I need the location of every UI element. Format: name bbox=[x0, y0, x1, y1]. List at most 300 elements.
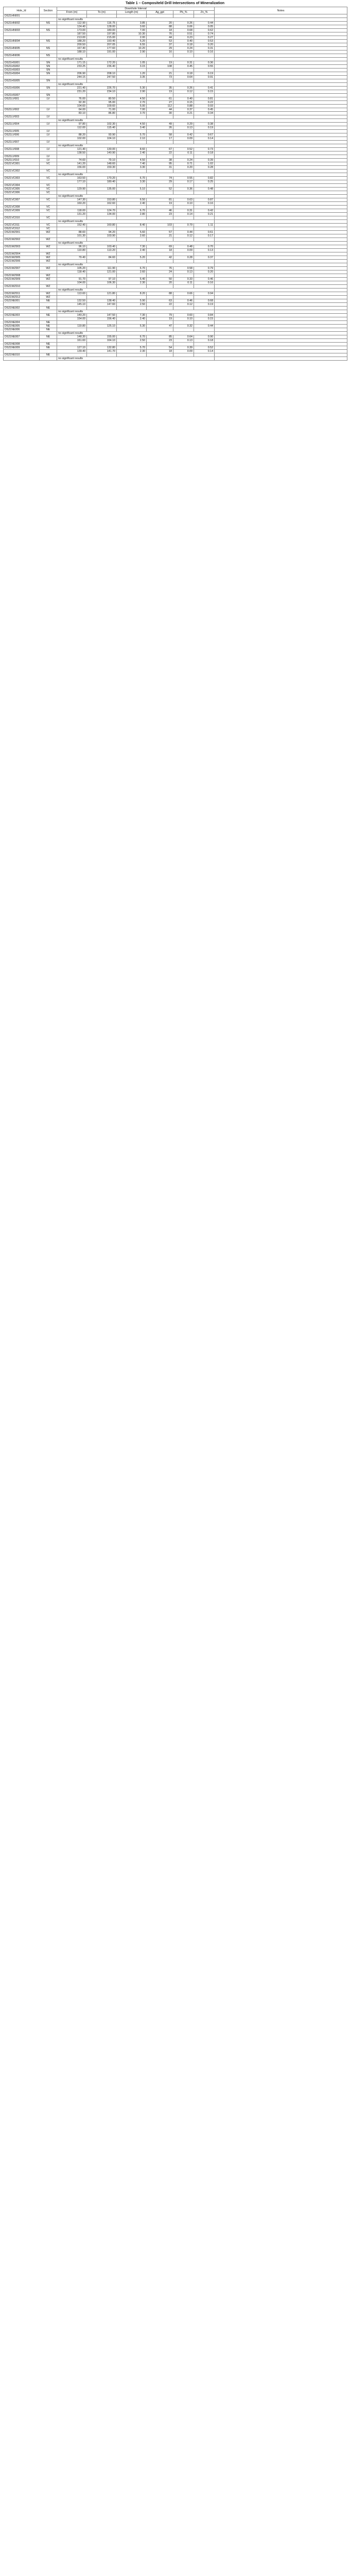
zn-cell: 0.91 bbox=[194, 76, 215, 79]
notes-cell bbox=[215, 159, 347, 162]
from-cell bbox=[57, 343, 87, 346]
ag-cell bbox=[147, 216, 173, 220]
section-cell: LV bbox=[40, 123, 57, 126]
zn-cell bbox=[194, 252, 215, 256]
table-row bbox=[4, 177, 347, 180]
notes-cell bbox=[215, 94, 347, 97]
length-cell: 7.00 bbox=[117, 108, 147, 112]
from-cell: no significant results bbox=[57, 263, 215, 267]
pb-cell: 0.10 bbox=[173, 317, 194, 321]
from-cell bbox=[57, 260, 87, 263]
notes-cell bbox=[215, 47, 347, 50]
pb-cell: 0.29 bbox=[173, 123, 194, 126]
section-cell: LV bbox=[40, 141, 57, 144]
length-cell: 5.00 bbox=[117, 105, 147, 108]
section-cell: LV bbox=[40, 97, 57, 101]
table-row bbox=[4, 303, 347, 307]
to-cell: 234.10 bbox=[87, 90, 117, 94]
notes-cell bbox=[215, 216, 347, 220]
zn-cell: 0.05 bbox=[194, 25, 215, 29]
table-row bbox=[4, 321, 347, 325]
pb-cell: 0.66 bbox=[173, 292, 194, 296]
length-cell bbox=[117, 252, 147, 256]
to-cell bbox=[87, 285, 117, 289]
from-cell: no significant results bbox=[57, 58, 215, 61]
section-cell bbox=[40, 112, 57, 115]
section-cell bbox=[40, 317, 57, 321]
to-cell bbox=[87, 274, 117, 278]
to-cell: 71.00 bbox=[87, 108, 117, 112]
ag-cell: 35 bbox=[147, 87, 173, 90]
notes-cell bbox=[215, 123, 347, 126]
length-cell: 7.30 bbox=[117, 314, 147, 317]
pb-cell bbox=[173, 14, 194, 18]
ag-cell: 88 bbox=[147, 25, 173, 29]
to-cell: 177.60 bbox=[87, 47, 117, 50]
ag-cell: 85 bbox=[147, 335, 173, 339]
table-row bbox=[4, 18, 347, 22]
interval-group-header: Downhole Interval bbox=[57, 7, 215, 11]
zn-cell: 0.27 bbox=[194, 36, 215, 40]
section-cell bbox=[40, 242, 57, 245]
zn-cell: 0.15 bbox=[194, 317, 215, 321]
hole-cell bbox=[4, 32, 40, 36]
table-row bbox=[4, 40, 347, 43]
length-cell bbox=[117, 94, 147, 97]
from-cell: 141.20 bbox=[57, 162, 87, 166]
to-cell: 215.00 bbox=[87, 36, 117, 40]
ag-cell bbox=[147, 69, 173, 72]
zn-cell: 0.67 bbox=[194, 133, 215, 137]
from-cell: 96.10 bbox=[57, 245, 87, 249]
zn-cell: 0.62 bbox=[194, 29, 215, 32]
zn-cell: 0.28 bbox=[194, 166, 215, 170]
table-row bbox=[4, 353, 347, 357]
hole-cell: DS21HN002 bbox=[4, 22, 40, 25]
ag-cell: 73 bbox=[147, 76, 173, 79]
to-cell bbox=[87, 69, 117, 72]
notes-cell bbox=[215, 65, 347, 69]
pb-cell bbox=[173, 130, 194, 133]
from-cell: 97.80 bbox=[57, 123, 87, 126]
section-cell: SN bbox=[40, 72, 57, 76]
notes-cell bbox=[215, 83, 347, 87]
from-cell bbox=[57, 296, 87, 299]
notes-cell bbox=[215, 97, 347, 101]
section-cell bbox=[40, 270, 57, 274]
section-cell bbox=[40, 220, 57, 224]
zn-cell bbox=[194, 141, 215, 144]
ag-cell: 58 bbox=[147, 133, 173, 137]
zn-cell: 0.20 bbox=[194, 270, 215, 274]
pb-cell: 0.79 bbox=[173, 224, 194, 227]
from-cell: 112.90 bbox=[57, 22, 87, 25]
notes-cell bbox=[215, 115, 347, 119]
to-cell: 125.10 bbox=[87, 325, 117, 328]
to-cell: 138.40 bbox=[87, 299, 117, 303]
zn-cell: 0.31 bbox=[194, 47, 215, 50]
to-cell: 115.40 bbox=[87, 126, 117, 130]
notes-cell bbox=[215, 108, 347, 112]
zn-cell: 0.79 bbox=[194, 267, 215, 270]
hole-cell bbox=[4, 58, 40, 61]
zn-cell: 0.82 bbox=[194, 177, 215, 180]
hole-cell: DS21HS007 bbox=[4, 94, 40, 97]
section-cell: VC bbox=[40, 227, 57, 231]
length-cell bbox=[117, 274, 147, 278]
zn-cell: 0.74 bbox=[194, 32, 215, 36]
ag-cell: 88 bbox=[147, 292, 173, 296]
length-cell: 8.40 bbox=[117, 224, 147, 227]
zn-cell: 0.44 bbox=[194, 22, 215, 25]
to-cell: 102.30 bbox=[87, 123, 117, 126]
section-cell bbox=[40, 263, 57, 267]
notes-cell bbox=[215, 40, 347, 43]
from-cell: 167.40 bbox=[57, 47, 87, 50]
from-cell: 244.15 bbox=[57, 76, 87, 79]
zn-cell bbox=[194, 79, 215, 83]
from-cell: 177.10 bbox=[57, 180, 87, 184]
zn-cell: 0.18 bbox=[194, 151, 215, 155]
notes-cell bbox=[215, 328, 347, 332]
pb-cell: 0.24 bbox=[173, 159, 194, 162]
from-cell: 83.10 bbox=[57, 112, 87, 115]
length-cell: 3.85 bbox=[117, 22, 147, 25]
section-cell bbox=[40, 76, 57, 79]
hole-header: Hole_Id bbox=[4, 7, 40, 14]
length-cell: 4.50 bbox=[117, 97, 147, 101]
zn-cell bbox=[194, 184, 215, 188]
notes-cell bbox=[215, 72, 347, 76]
ag-cell: 29 bbox=[147, 180, 173, 184]
length-cell: 2.60 bbox=[117, 270, 147, 274]
notes-cell bbox=[215, 206, 347, 209]
hole-cell: DS21WZ007 bbox=[4, 267, 40, 270]
section-cell: VC bbox=[40, 177, 57, 180]
zn-cell bbox=[194, 155, 215, 159]
table-row bbox=[4, 170, 347, 173]
hole-cell: DS21VC002 bbox=[4, 170, 40, 173]
to-cell bbox=[87, 115, 117, 119]
notes-cell bbox=[215, 317, 347, 321]
pb-cell: 0.21 bbox=[173, 112, 194, 115]
ag-cell: 23 bbox=[147, 339, 173, 343]
hole-cell bbox=[4, 249, 40, 252]
length-cell: 1.05 bbox=[117, 61, 147, 65]
zn-cell bbox=[194, 130, 215, 133]
from-cell: 171.15 bbox=[57, 61, 87, 65]
hole-cell bbox=[4, 357, 40, 361]
hole-cell: DS21VC007 bbox=[4, 198, 40, 202]
length-cell: 5.40 bbox=[117, 278, 147, 281]
from-cell: 88.20 bbox=[57, 133, 87, 137]
pb-cell bbox=[173, 54, 194, 58]
zn-cell bbox=[194, 170, 215, 173]
notes-cell bbox=[215, 119, 347, 123]
ag-cell: 47 bbox=[147, 325, 173, 328]
pb-cell: 0.09 bbox=[173, 249, 194, 252]
from-cell bbox=[57, 353, 87, 357]
ag-cell: 54 bbox=[147, 346, 173, 350]
pb-cell bbox=[173, 353, 194, 357]
from-cell bbox=[57, 141, 87, 144]
to-cell: 93.90 bbox=[87, 133, 117, 137]
notes-cell bbox=[215, 76, 347, 79]
section-cell: WZ bbox=[40, 285, 57, 289]
ag-cell: 17 bbox=[147, 137, 173, 141]
table-row bbox=[4, 299, 347, 303]
notes-cell bbox=[215, 202, 347, 206]
from-cell: 118.00 bbox=[57, 209, 87, 213]
length-cell: 2.50 bbox=[117, 339, 147, 343]
from-cell: no significant results bbox=[57, 357, 215, 361]
to-cell: 147.60 bbox=[87, 303, 117, 307]
pb-cell bbox=[173, 170, 194, 173]
zn-cell bbox=[194, 94, 215, 97]
notes-cell bbox=[215, 90, 347, 94]
hole-cell: DS21HN001 bbox=[4, 14, 40, 18]
from-cell: 156.00 bbox=[57, 166, 87, 170]
ag-cell bbox=[147, 14, 173, 18]
to-cell bbox=[87, 94, 117, 97]
length-cell bbox=[117, 141, 147, 144]
to-cell: 162.60 bbox=[87, 202, 117, 206]
table-row bbox=[4, 166, 347, 170]
hole-cell: DS21LV004 bbox=[4, 123, 40, 126]
section-cell: NS bbox=[40, 29, 57, 32]
from-header: From (m) bbox=[57, 11, 87, 14]
section-cell bbox=[40, 36, 57, 40]
ag-cell: 27 bbox=[147, 101, 173, 105]
from-cell: no significant results bbox=[57, 119, 215, 123]
zn-cell: 0.37 bbox=[194, 256, 215, 260]
length-cell: 3.30 bbox=[117, 166, 147, 170]
notes-cell bbox=[215, 231, 347, 234]
length-cell: 5.30 bbox=[117, 325, 147, 328]
section-cell: VC bbox=[40, 170, 57, 173]
from-cell bbox=[57, 216, 87, 220]
ag-cell: 19 bbox=[147, 317, 173, 321]
from-cell: 147.30 bbox=[57, 198, 87, 202]
ag-cell: 18 bbox=[147, 249, 173, 252]
from-cell: no significant results bbox=[57, 144, 215, 148]
ag-cell bbox=[147, 227, 173, 231]
section-cell: SN bbox=[40, 61, 57, 65]
length-cell: 5.60 bbox=[117, 231, 147, 234]
to-cell: 132.80 bbox=[87, 346, 117, 350]
length-cell bbox=[117, 206, 147, 209]
to-cell: 124.70 bbox=[87, 209, 117, 213]
from-cell bbox=[57, 79, 87, 83]
to-cell: 79.10 bbox=[87, 159, 117, 162]
section-cell: VC bbox=[40, 216, 57, 220]
to-cell bbox=[87, 170, 117, 173]
section-cell bbox=[40, 18, 57, 22]
ag-cell: 67 bbox=[147, 148, 173, 151]
table-row bbox=[4, 101, 347, 105]
to-cell: 113.20 bbox=[87, 249, 117, 252]
hole-cell: DS21WZ012 bbox=[4, 296, 40, 299]
length-cell bbox=[117, 307, 147, 310]
section-cell: LV bbox=[40, 155, 57, 159]
pb-cell bbox=[173, 343, 194, 346]
from-cell bbox=[57, 94, 87, 97]
from-cell: 76.00 bbox=[57, 97, 87, 101]
pb-cell bbox=[173, 328, 194, 332]
from-cell: 104.60 bbox=[57, 105, 87, 108]
from-cell bbox=[57, 130, 87, 133]
pb-cell bbox=[173, 321, 194, 325]
from-cell bbox=[57, 69, 87, 72]
notes-cell bbox=[215, 87, 347, 90]
zn-header: Zn_% bbox=[194, 11, 215, 14]
table-row bbox=[4, 32, 347, 36]
table-row bbox=[4, 202, 347, 206]
section-cell bbox=[40, 50, 57, 54]
to-cell: 148.60 bbox=[87, 162, 117, 166]
hole-cell: DS21LV010 bbox=[4, 159, 40, 162]
from-cell: 161.60 bbox=[57, 339, 87, 343]
table-row bbox=[4, 357, 347, 361]
ag-cell: 31 bbox=[147, 166, 173, 170]
table-row bbox=[4, 191, 347, 195]
hole-cell: DS21VC003 bbox=[4, 177, 40, 180]
notes-cell bbox=[215, 267, 347, 270]
ag-cell: 19 bbox=[147, 202, 173, 206]
pb-cell bbox=[173, 184, 194, 188]
notes-cell bbox=[215, 213, 347, 216]
length-cell: 2.40 bbox=[117, 151, 147, 155]
section-cell: VC bbox=[40, 162, 57, 166]
pb-cell bbox=[173, 216, 194, 220]
pb-cell bbox=[173, 252, 194, 256]
section-cell: WZ bbox=[40, 238, 57, 242]
hole-cell: DS21HN005 bbox=[4, 47, 40, 50]
ag-cell bbox=[147, 328, 173, 332]
from-cell: 64.00 bbox=[57, 108, 87, 112]
pb-cell: 0.48 bbox=[173, 245, 194, 249]
length-cell: 7.40 bbox=[117, 162, 147, 166]
notes-cell bbox=[215, 141, 347, 144]
ag-cell bbox=[147, 79, 173, 83]
to-cell: 159.30 bbox=[87, 166, 117, 170]
notes-cell bbox=[215, 130, 347, 133]
ag-cell: 112 bbox=[147, 105, 173, 108]
length-cell bbox=[117, 14, 147, 18]
notes-cell bbox=[215, 61, 347, 65]
ag-cell: 103 bbox=[147, 224, 173, 227]
from-cell: 124.40 bbox=[57, 25, 87, 29]
table-row bbox=[4, 195, 347, 198]
to-cell bbox=[87, 130, 117, 133]
pb-cell: 0.20 bbox=[173, 166, 194, 170]
hole-cell bbox=[4, 289, 40, 292]
table-row bbox=[4, 47, 347, 50]
ag-cell: 29 bbox=[147, 47, 173, 50]
hole-cell: DS21LV003 bbox=[4, 115, 40, 119]
ag-cell bbox=[147, 260, 173, 263]
table-row bbox=[4, 112, 347, 115]
table-row bbox=[4, 61, 347, 65]
hole-cell: DS21WZ001 bbox=[4, 231, 40, 234]
hole-cell: DS21NE005 bbox=[4, 325, 40, 328]
table-row bbox=[4, 105, 347, 108]
zn-cell: 0.16 bbox=[194, 202, 215, 206]
hole-cell: DS21WZ003 bbox=[4, 245, 40, 249]
hole-cell bbox=[4, 105, 40, 108]
ag-cell bbox=[147, 285, 173, 289]
ag-cell: 19 bbox=[147, 90, 173, 94]
zn-cell: 0.41 bbox=[194, 87, 215, 90]
length-cell bbox=[117, 54, 147, 58]
from-cell: 88.60 bbox=[57, 231, 87, 234]
zn-cell: 0.81 bbox=[194, 97, 215, 101]
hole-cell: DS21WZ009 bbox=[4, 278, 40, 281]
notes-cell bbox=[215, 353, 347, 357]
table-row bbox=[4, 281, 347, 285]
page bbox=[0, 0, 350, 360]
notes-cell bbox=[215, 191, 347, 195]
zn-cell: 0.53 bbox=[194, 40, 215, 43]
hole-cell bbox=[4, 332, 40, 335]
to-cell: 103.90 bbox=[87, 234, 117, 238]
zn-cell: 0.44 bbox=[194, 325, 215, 328]
table-row bbox=[4, 267, 347, 270]
table-row bbox=[4, 245, 347, 249]
length-cell: 8.20 bbox=[117, 292, 147, 296]
from-cell: no significant results bbox=[57, 310, 215, 314]
length-cell: 3.15 bbox=[117, 65, 147, 69]
length-cell: 7.30 bbox=[117, 245, 147, 249]
from-cell: 129.90 bbox=[57, 188, 87, 191]
to-cell bbox=[87, 353, 117, 357]
to-cell: 208.10 bbox=[87, 72, 117, 76]
ag-cell: 76 bbox=[147, 32, 173, 36]
notes-cell bbox=[215, 32, 347, 36]
notes-cell bbox=[215, 50, 347, 54]
from-cell: 79.40 bbox=[57, 256, 87, 260]
notes-cell bbox=[215, 292, 347, 296]
hole-cell: DS21WZ006 bbox=[4, 260, 40, 263]
length-cell bbox=[117, 285, 147, 289]
notes-cell bbox=[215, 274, 347, 278]
table-row bbox=[4, 180, 347, 184]
ag-cell bbox=[147, 184, 173, 188]
zn-cell: 1.11 bbox=[194, 224, 215, 227]
hole-cell bbox=[4, 112, 40, 115]
length-cell: 2.90 bbox=[117, 50, 147, 54]
section-cell: WZ bbox=[40, 278, 57, 281]
pb-cell: 0.10 bbox=[173, 202, 194, 206]
from-cell bbox=[57, 285, 87, 289]
section-cell bbox=[40, 202, 57, 206]
ag-cell bbox=[147, 141, 173, 144]
pb-cell: 0.12 bbox=[173, 303, 194, 307]
hole-cell bbox=[4, 202, 40, 206]
section-cell: LV bbox=[40, 115, 57, 119]
section-cell: VC bbox=[40, 206, 57, 209]
section-cell: WZ bbox=[40, 274, 57, 278]
table-row bbox=[4, 289, 347, 292]
notes-cell bbox=[215, 299, 347, 303]
pb-cell bbox=[173, 191, 194, 195]
section-cell: NE bbox=[40, 328, 57, 332]
ag-cell bbox=[147, 54, 173, 58]
pb-cell bbox=[173, 206, 194, 209]
table-row bbox=[4, 69, 347, 72]
table-row bbox=[4, 29, 347, 32]
ag-cell: 76 bbox=[147, 267, 173, 270]
